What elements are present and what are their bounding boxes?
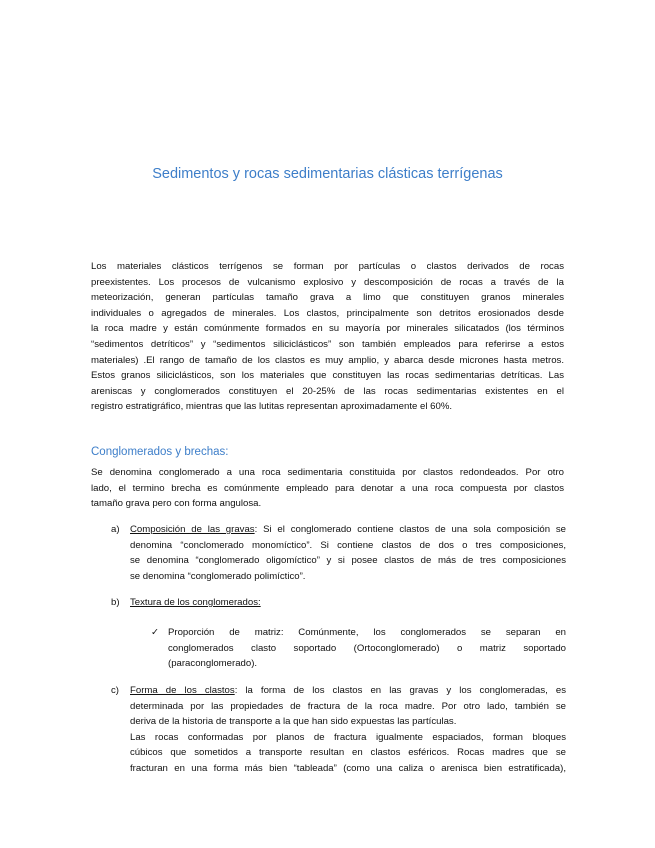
list-item-heading: Forma de los clastos (130, 685, 235, 696)
sub-item-line: Proporción de matriz: Comúnmente, los conglomerados se separan en (168, 627, 566, 638)
list-item-line: denomina “conclomerado monomíctico”. Si contiene clastos de dos o tres composiciones, (130, 539, 566, 551)
list-item-b (111, 595, 566, 611)
sub-item-line: (paraconglomerado). (168, 658, 258, 670)
list-item-line: cúbicos que sometidos a transporte resultan en clastos esféricos. Rocas madres que se (130, 747, 566, 759)
document-title: Sedimentos y rocas sedimentarias clásticas terrígenas (152, 166, 503, 182)
intro-line: Estos granos siliciclásticos, son los materiales que constituyen las rocas sedimentarias detríticas. Las (91, 370, 564, 382)
intro-line: registro estratigráfico, mientras que las lutitas representan aproximadamente el 60%. (91, 401, 453, 413)
intro-line: “sedimentos detríticos” y “sedimentos siliciclásticos” son también empleados para referirse a estos (91, 338, 564, 350)
intro-line: la roca madre y están comúnmente formados en su mayoría por minerales silicatados (los términos (91, 323, 564, 335)
intro-paragraph (91, 259, 564, 415)
intro-line: areniscas y conglomerados constituyen el 20-25% de las rocas sedimentarias existentes en el (91, 385, 564, 397)
list-item-line: deriva de la historia de transporte a la que han sido expuestas las partículas. (130, 716, 457, 728)
list-item-first-line (130, 522, 566, 538)
list-item-line: se denomina “conglomerado polimíctico”. (130, 570, 306, 582)
section-line: tamaño grava pero con forma angulosa. (91, 498, 262, 510)
list-item-line: determinada por las propiedades de fractura de la roca madre. Por otro lado, también se (130, 700, 566, 712)
intro-line: materiales) .El rango de tamaño de los clastos es muy amplio, y abarca desde micrones hasta metros. (91, 354, 564, 366)
list-item-a (111, 522, 566, 584)
list-item-first-line (130, 683, 566, 699)
section-line: lado, el termino brecha es comúnmente empleado para denotar a una roca compuesta por clastos (91, 482, 564, 494)
section-paragraph (91, 465, 564, 512)
list-item-heading: Composición de las gravas (130, 524, 255, 535)
sub-item-matrix (151, 625, 566, 672)
intro-line: Los materiales clásticos terrígenos se forman por partículas o clastos derivados de rocas (91, 261, 564, 272)
sub-item-line: conglomerados clasto soportado (Ortoconglomerado) o matriz soportado (168, 642, 566, 654)
list-marker: a) (111, 524, 120, 535)
list-marker: c) (111, 685, 119, 696)
section-line: Se denomina conglomerado a una roca sedimentaria constituida por clastos redondeados. Por otro (91, 467, 564, 478)
list-item-c (111, 683, 566, 777)
checkmark-icon: ✓ (151, 627, 160, 638)
list-item-line: se denomina “conglomerado oligomíctico” y si posee clastos de más de tres composiciones (130, 555, 566, 567)
list-item-heading: Textura de los conglomerados: (130, 597, 261, 608)
section-heading: Conglomerados y brechas: (91, 446, 229, 458)
list-item-first-rest: : la forma de los clastos en las gravas y los conglomeradas, es (234, 685, 566, 696)
intro-line: individuales o agregados de minerales. Los clastos, principalmente son detritos erosionados desde (91, 307, 564, 319)
list-item-line: fracturan en una forma más bien “tableada” (como una caliza o arenisca bien estratificada), (130, 762, 566, 774)
intro-line: preexistentes. Los procesos de vulcanismo explosivo y descomposición de rocas a través de la (91, 276, 564, 288)
list-item-first-rest: : Si el conglomerado contiene clastos de una sola composición se (254, 524, 566, 535)
list-item-line: Las rocas conformadas por planos de fractura igualmente espaciados, forman bloques (130, 731, 566, 743)
list-marker: b) (111, 597, 120, 608)
intro-line: meteorización, generan partículas tamaño grava a limo que constituyen granos minerales (91, 292, 564, 304)
